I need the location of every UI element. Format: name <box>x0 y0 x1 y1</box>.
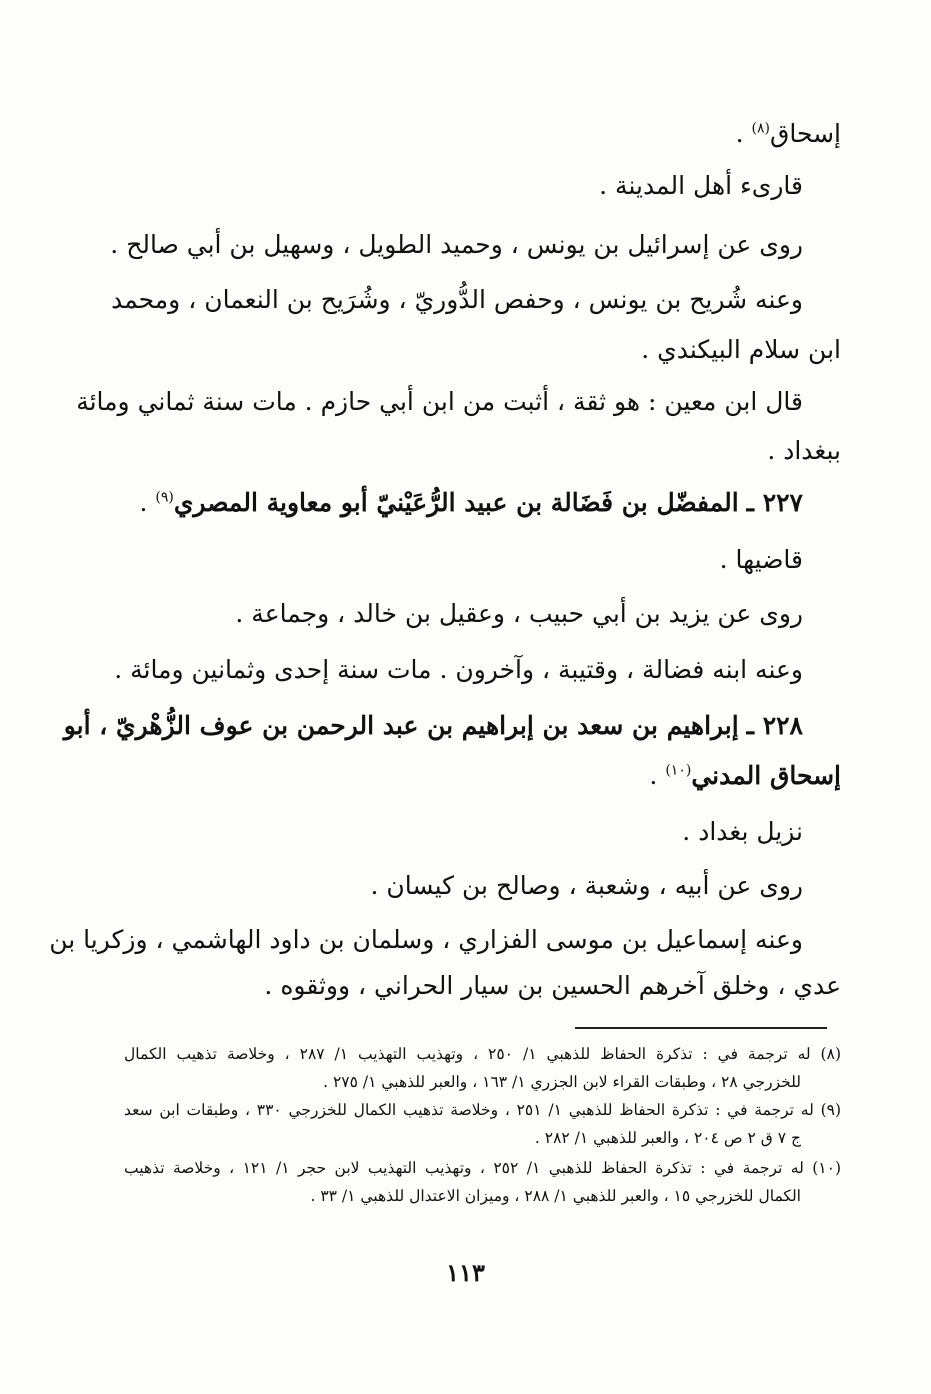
entry-number: ٢٢٨ ـ <box>746 711 803 740</box>
text-line: روى عن أبيه ، وشعبة ، وصالح بن كيسان . <box>370 871 803 900</box>
footnote-divider <box>575 1027 827 1029</box>
text-line: ابن سلام البيكندي . <box>641 335 841 364</box>
text-line: روى عن يزيد بن أبي حبيب ، وعقيل بن خالد ، وجماعة . <box>235 599 803 628</box>
footnote-line: للخزرجي ٢٨ ، وطبقات القراء لابن الجزري ١/ ١٦٣ ، والعبر للذهبي ١/ ٢٧٥ . <box>323 1073 801 1091</box>
text-line: وعنه إسماعيل بن موسى الفزاري ، وسلمان بن داود الهاشمي ، وزكريا بن <box>49 925 803 954</box>
text-line: ببغداد . <box>767 436 841 465</box>
text-line: إسحاق$^{(٨)}$ . <box>735 119 841 148</box>
footnote-line: الكمال للخزرجي ١٥ ، والعبر للذهبي ١/ ٢٨٨ ، وميزان الاعتدال للذهبي ١/ ٣٣ . <box>310 1187 801 1205</box>
text-line: قارىء أهل المدينة . <box>599 171 803 200</box>
page-number: ١١٣ <box>446 1258 485 1287</box>
text-line: نزيل بغداد . <box>682 817 803 846</box>
entry-heading-228 <box>63 706 803 746</box>
footnote-line: ج ٧ ق ٢ ص ٢٠٤ ، والعبر للذهبي ١/ ٢٨٢ . <box>534 1129 801 1147</box>
text-line: روى عن إسرائيل بن يونس ، وحميد الطويل ، وسهيل بن أبي صالح . <box>110 230 803 259</box>
entry-number: ٢٢٧ ـ <box>746 488 803 517</box>
entry-name: إبراهيم بن سعد بن إبراهيم بن عبد الرحمن بن عوف الزُّهْريّ ، أبو <box>63 711 739 740</box>
footnote-line: (٨) له ترجمة في : تذكرة الحفاظ للذهبي ١/ ٢٥٠ ، وتهذيب التهذيب ١/ ٢٨٧ ، وخلاصة تذهيب الكمال <box>124 1045 841 1063</box>
footnote-line: (١٠) له ترجمة في : تذكرة الحفاظ للذهبي ١/ ٢٥٢ ، وتهذيب التهذيب لابن حجر ١/ ١٢١ ، وخلاصة تذهيب <box>124 1159 842 1177</box>
text-line: عدي ، وخلق آخرهم الحسين بن سيار الحراني ، ووثقوه . <box>264 971 841 1000</box>
entry-heading-227: ٢٢٧ ـ المفضّل بن فَضَالة بن عبيد الرُّعَيْنيّ أبو معاوية المصري$^{(٩)}$ . <box>139 488 803 517</box>
text-line: إسحاق المدني$^{(١٠)}$ . <box>649 761 841 790</box>
entry-name: المفضّل بن فَضَالة بن عبيد الرُّعَيْنيّ أبو معاوية المصري <box>173 488 739 517</box>
footnote-marker: (٩) <box>155 489 174 506</box>
footnote-marker: (١٠) <box>665 762 692 779</box>
text-line: قال ابن معين : هو ثقة ، أثبت من ابن أبي حازم . مات سنة ثماني ومائة <box>76 387 803 416</box>
footnote-marker: (٨) <box>751 120 770 137</box>
text-line: وعنه ابنه فضالة ، وقتيبة ، وآخرون . مات سنة إحدى وثمانين ومائة . <box>114 655 803 684</box>
footnote-line: (٩) له ترجمة في : تذكرة الحفاظ للذهبي ١/ ٢٥١ ، وخلاصة تذهيب الكمال للخزرجي ٣٣٠ ، وطبقات ابن سعد <box>124 1101 842 1119</box>
text-line: قاضيها . <box>719 545 803 574</box>
text-line: وعنه شُريح بن يونس ، وحفص الدُّوريّ ، وشُرَيح بن النعمان ، ومحمد <box>111 285 803 314</box>
